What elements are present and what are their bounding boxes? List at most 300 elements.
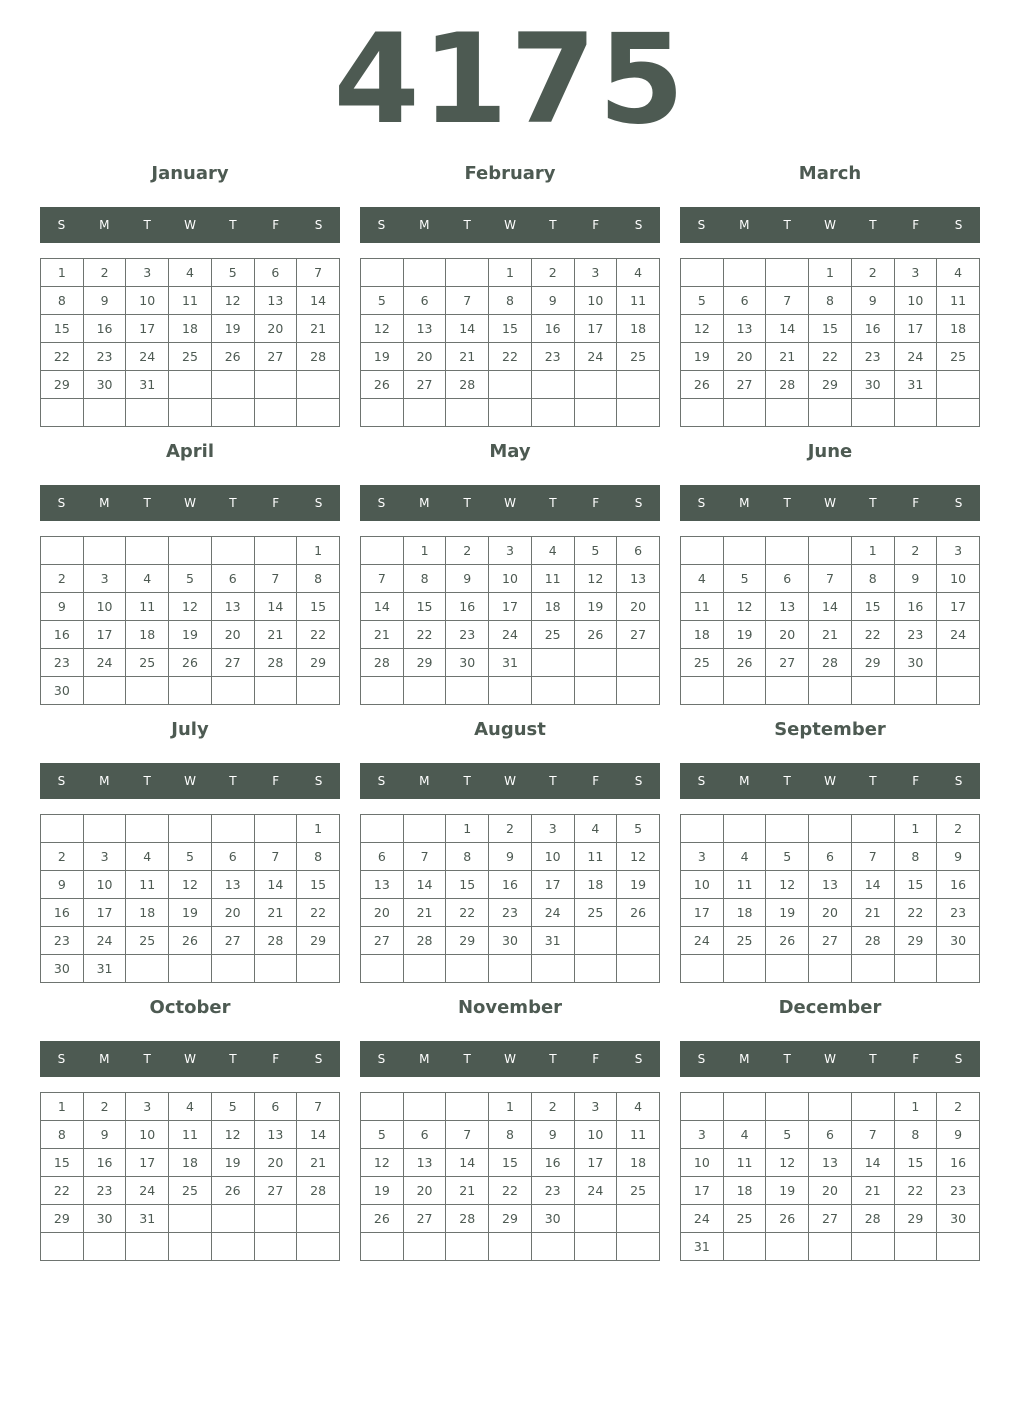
weekday-label: T — [783, 774, 791, 788]
weekday-label: T — [549, 496, 557, 510]
day-cell: 17 — [83, 621, 126, 649]
week-row — [361, 371, 660, 399]
weekday-label: S — [634, 1052, 643, 1066]
weekday-label: S — [57, 496, 66, 510]
day-cell: 16 — [489, 871, 532, 899]
day-cell: 1 — [297, 815, 340, 843]
empty-cell — [681, 399, 724, 427]
day-cell: 22 — [489, 1177, 532, 1205]
day-cell: 19 — [681, 343, 724, 371]
empty-cell — [851, 1093, 894, 1121]
week-row — [361, 649, 660, 677]
day-cell: 23 — [937, 1177, 980, 1205]
day-cell: 5 — [169, 843, 212, 871]
day-cell: 8 — [489, 287, 532, 315]
week-row — [361, 593, 660, 621]
empty-cell — [361, 815, 404, 843]
day-cell: 15 — [297, 871, 340, 899]
week-row — [41, 649, 340, 677]
empty-cell — [169, 955, 212, 983]
empty-cell — [254, 1233, 297, 1261]
day-cell: 7 — [766, 287, 809, 315]
day-cell: 18 — [169, 315, 212, 343]
day-cell: 20 — [211, 621, 254, 649]
weekday-label: S — [57, 774, 66, 788]
week-row — [681, 537, 980, 565]
day-cell: 5 — [617, 815, 660, 843]
empty-cell — [937, 371, 980, 399]
empty-cell — [574, 1233, 617, 1261]
week-row — [681, 815, 980, 843]
day-cell: 5 — [211, 1093, 254, 1121]
day-cell: 9 — [851, 287, 894, 315]
day-cell: 12 — [723, 593, 766, 621]
day-cell: 6 — [403, 287, 446, 315]
day-cell: 2 — [83, 259, 126, 287]
week-row — [361, 621, 660, 649]
empty-cell — [681, 1093, 724, 1121]
day-cell: 14 — [361, 593, 404, 621]
empty-cell — [169, 1233, 212, 1261]
week-row — [41, 1149, 340, 1177]
day-cell: 10 — [489, 565, 532, 593]
day-cell: 27 — [617, 621, 660, 649]
week-row — [681, 1149, 980, 1177]
week-row — [361, 1093, 660, 1121]
empty-cell — [254, 537, 297, 565]
empty-cell — [403, 955, 446, 983]
week-row — [41, 593, 340, 621]
week-row — [41, 1121, 340, 1149]
day-cell: 4 — [574, 815, 617, 843]
month-title: May — [489, 441, 531, 462]
day-cell: 3 — [83, 843, 126, 871]
day-cell: 15 — [851, 593, 894, 621]
day-cell: 23 — [83, 1177, 126, 1205]
week-row — [681, 871, 980, 899]
week-row — [681, 955, 980, 983]
day-cell: 14 — [254, 871, 297, 899]
year-title: 4175 — [333, 8, 687, 152]
empty-cell — [681, 259, 724, 287]
day-cell: 15 — [41, 315, 84, 343]
empty-cell — [574, 371, 617, 399]
day-cell: 10 — [83, 871, 126, 899]
empty-cell — [83, 537, 126, 565]
weekday-label: S — [634, 774, 643, 788]
empty-cell — [617, 371, 660, 399]
day-grid — [680, 536, 980, 705]
day-cell: 8 — [809, 287, 852, 315]
day-cell: 30 — [531, 1205, 574, 1233]
empty-cell — [531, 399, 574, 427]
day-cell: 31 — [531, 927, 574, 955]
weekday-label: F — [592, 1052, 600, 1066]
month-title: November — [457, 997, 563, 1018]
weekday-label: T — [229, 1052, 237, 1066]
day-cell: 19 — [211, 1149, 254, 1177]
day-cell: 26 — [617, 899, 660, 927]
empty-cell — [211, 955, 254, 983]
day-cell: 9 — [83, 287, 126, 315]
day-cell: 29 — [851, 649, 894, 677]
day-cell: 1 — [41, 1093, 84, 1121]
week-row — [361, 899, 660, 927]
day-cell: 10 — [574, 1121, 617, 1149]
day-cell: 3 — [681, 1121, 724, 1149]
weekday-label: T — [869, 496, 877, 510]
day-cell: 11 — [574, 843, 617, 871]
empty-cell — [723, 259, 766, 287]
weekday-label: M — [739, 218, 750, 232]
day-cell: 5 — [766, 843, 809, 871]
week-row — [361, 955, 660, 983]
day-cell: 17 — [894, 315, 937, 343]
day-cell: 18 — [126, 899, 169, 927]
day-cell: 27 — [809, 927, 852, 955]
day-cell: 8 — [446, 843, 489, 871]
weekday-label: S — [697, 496, 706, 510]
weekday-label: S — [377, 496, 386, 510]
day-cell: 25 — [617, 343, 660, 371]
weekday-label: S — [697, 218, 706, 232]
week-row — [361, 259, 660, 287]
empty-cell — [361, 1233, 404, 1261]
weekday-label: S — [377, 1052, 386, 1066]
day-cell: 18 — [723, 899, 766, 927]
day-cell: 5 — [361, 287, 404, 315]
week-row — [681, 593, 980, 621]
weekday-header — [40, 485, 340, 521]
week-row — [361, 287, 660, 315]
weekday-label: T — [869, 218, 877, 232]
day-cell: 8 — [489, 1121, 532, 1149]
week-row — [361, 1149, 660, 1177]
empty-cell — [681, 955, 724, 983]
day-cell: 6 — [211, 565, 254, 593]
empty-cell — [403, 815, 446, 843]
day-cell: 13 — [403, 1149, 446, 1177]
week-row — [41, 343, 340, 371]
day-cell: 17 — [574, 315, 617, 343]
week-row — [41, 537, 340, 565]
day-cell: 7 — [851, 843, 894, 871]
day-cell: 29 — [809, 371, 852, 399]
week-row — [361, 565, 660, 593]
day-cell: 6 — [254, 259, 297, 287]
day-cell: 21 — [361, 621, 404, 649]
weekday-label: W — [184, 774, 196, 788]
empty-cell — [809, 1093, 852, 1121]
empty-cell — [723, 955, 766, 983]
empty-cell — [211, 677, 254, 705]
day-cell: 19 — [574, 593, 617, 621]
day-cell: 18 — [723, 1177, 766, 1205]
day-cell: 19 — [723, 621, 766, 649]
day-cell: 22 — [41, 343, 84, 371]
day-cell: 14 — [851, 871, 894, 899]
day-cell: 15 — [489, 315, 532, 343]
day-cell: 8 — [297, 843, 340, 871]
day-cell: 23 — [489, 899, 532, 927]
day-cell: 21 — [446, 343, 489, 371]
day-cell: 1 — [489, 259, 532, 287]
day-cell: 21 — [851, 899, 894, 927]
empty-cell — [894, 399, 937, 427]
week-row — [361, 1233, 660, 1261]
day-cell: 18 — [617, 315, 660, 343]
week-row — [681, 371, 980, 399]
weekday-label: S — [697, 774, 706, 788]
empty-cell — [723, 399, 766, 427]
day-cell: 2 — [489, 815, 532, 843]
weekday-label: W — [184, 218, 196, 232]
weekday-label: M — [99, 774, 110, 788]
day-cell: 21 — [297, 1149, 340, 1177]
day-cell: 4 — [681, 565, 724, 593]
weekday-label: F — [272, 218, 280, 232]
day-cell: 9 — [531, 1121, 574, 1149]
day-cell: 8 — [297, 565, 340, 593]
day-cell: 11 — [617, 1121, 660, 1149]
day-cell: 20 — [809, 1177, 852, 1205]
day-cell: 24 — [574, 343, 617, 371]
weekday-label: M — [99, 496, 110, 510]
week-row — [681, 343, 980, 371]
day-cell: 9 — [83, 1121, 126, 1149]
weekday-label: W — [184, 1052, 196, 1066]
day-cell: 1 — [297, 537, 340, 565]
weekday-label: F — [912, 774, 920, 788]
week-row — [41, 955, 340, 983]
empty-cell — [83, 1233, 126, 1261]
empty-cell — [531, 677, 574, 705]
day-grid — [360, 536, 660, 705]
day-cell: 14 — [766, 315, 809, 343]
day-cell: 25 — [723, 927, 766, 955]
weekday-label: F — [592, 496, 600, 510]
day-grid — [360, 1092, 660, 1261]
week-row — [681, 1205, 980, 1233]
day-cell: 15 — [41, 1149, 84, 1177]
weekday-label: M — [419, 774, 430, 788]
weekday-label: T — [783, 1052, 791, 1066]
empty-cell — [297, 1233, 340, 1261]
empty-cell — [617, 399, 660, 427]
weekday-label: W — [504, 774, 516, 788]
day-cell: 19 — [617, 871, 660, 899]
day-cell: 12 — [681, 315, 724, 343]
empty-cell — [41, 537, 84, 565]
day-cell: 28 — [851, 1205, 894, 1233]
day-cell: 1 — [894, 1093, 937, 1121]
day-cell: 13 — [254, 1121, 297, 1149]
empty-cell — [574, 1205, 617, 1233]
day-cell: 25 — [531, 621, 574, 649]
day-cell: 1 — [894, 815, 937, 843]
day-cell: 13 — [617, 565, 660, 593]
weekday-label: F — [272, 774, 280, 788]
empty-cell — [126, 955, 169, 983]
empty-cell — [446, 399, 489, 427]
day-cell: 22 — [41, 1177, 84, 1205]
day-cell: 11 — [937, 287, 980, 315]
day-cell: 29 — [297, 649, 340, 677]
empty-cell — [211, 1233, 254, 1261]
day-cell: 17 — [531, 871, 574, 899]
empty-cell — [126, 1233, 169, 1261]
day-cell: 2 — [937, 1093, 980, 1121]
day-cell: 26 — [361, 1205, 404, 1233]
day-cell: 27 — [809, 1205, 852, 1233]
day-cell: 22 — [403, 621, 446, 649]
weekday-label: F — [912, 496, 920, 510]
empty-cell — [574, 927, 617, 955]
day-cell: 25 — [169, 343, 212, 371]
day-cell: 24 — [531, 899, 574, 927]
week-row — [681, 843, 980, 871]
day-cell: 6 — [254, 1093, 297, 1121]
day-grid — [680, 1092, 980, 1261]
day-cell: 11 — [169, 287, 212, 315]
day-cell: 8 — [894, 843, 937, 871]
day-cell: 24 — [126, 343, 169, 371]
empty-cell — [126, 537, 169, 565]
weekday-label: S — [377, 218, 386, 232]
week-row — [681, 1177, 980, 1205]
day-cell: 2 — [937, 815, 980, 843]
weekday-label: S — [954, 496, 963, 510]
day-cell: 25 — [681, 649, 724, 677]
day-grid — [360, 258, 660, 427]
day-cell: 26 — [766, 927, 809, 955]
day-cell: 13 — [403, 315, 446, 343]
day-cell: 13 — [211, 871, 254, 899]
day-cell: 18 — [126, 621, 169, 649]
weekday-header — [360, 485, 660, 521]
day-cell: 25 — [723, 1205, 766, 1233]
day-cell: 29 — [41, 1205, 84, 1233]
day-cell: 31 — [126, 1205, 169, 1233]
weekday-label: W — [504, 218, 516, 232]
empty-cell — [211, 1205, 254, 1233]
weekday-header — [40, 207, 340, 243]
weekday-header — [360, 1041, 660, 1077]
weekday-label: M — [419, 496, 430, 510]
empty-cell — [169, 1205, 212, 1233]
week-row — [41, 399, 340, 427]
day-cell: 29 — [489, 1205, 532, 1233]
day-cell: 31 — [894, 371, 937, 399]
empty-cell — [489, 371, 532, 399]
weekday-label: T — [143, 774, 151, 788]
day-cell: 7 — [254, 843, 297, 871]
empty-cell — [809, 815, 852, 843]
day-cell: 23 — [894, 621, 937, 649]
day-cell: 2 — [531, 259, 574, 287]
empty-cell — [403, 1233, 446, 1261]
empty-cell — [297, 677, 340, 705]
empty-cell — [766, 537, 809, 565]
empty-cell — [937, 649, 980, 677]
day-cell: 15 — [446, 871, 489, 899]
weekday-label: W — [824, 774, 836, 788]
day-cell: 4 — [169, 1093, 212, 1121]
empty-cell — [723, 1093, 766, 1121]
day-cell: 13 — [211, 593, 254, 621]
empty-cell — [489, 955, 532, 983]
weekday-label: F — [272, 496, 280, 510]
empty-cell — [617, 649, 660, 677]
day-cell: 28 — [403, 927, 446, 955]
day-cell: 2 — [446, 537, 489, 565]
day-cell: 3 — [574, 259, 617, 287]
weekday-header — [680, 207, 980, 243]
empty-cell — [83, 677, 126, 705]
day-cell: 14 — [851, 1149, 894, 1177]
day-cell: 6 — [723, 287, 766, 315]
day-cell: 2 — [851, 259, 894, 287]
day-cell: 18 — [681, 621, 724, 649]
empty-cell — [766, 1093, 809, 1121]
day-cell: 6 — [361, 843, 404, 871]
weekday-label: W — [824, 1052, 836, 1066]
weekday-header — [680, 1041, 980, 1077]
weekday-label: F — [592, 774, 600, 788]
month-title: March — [798, 163, 862, 184]
day-cell: 22 — [851, 621, 894, 649]
day-cell: 31 — [126, 371, 169, 399]
weekday-label: M — [739, 774, 750, 788]
day-cell: 18 — [574, 871, 617, 899]
day-cell: 6 — [766, 565, 809, 593]
day-grid — [40, 536, 340, 705]
day-cell: 3 — [574, 1093, 617, 1121]
day-cell: 14 — [403, 871, 446, 899]
day-cell: 30 — [83, 1205, 126, 1233]
month-title: July — [171, 719, 209, 740]
day-cell: 12 — [617, 843, 660, 871]
empty-cell — [297, 955, 340, 983]
day-cell: 7 — [297, 259, 340, 287]
day-cell: 9 — [41, 593, 84, 621]
empty-cell — [937, 677, 980, 705]
day-cell: 3 — [489, 537, 532, 565]
weekday-label: T — [143, 1052, 151, 1066]
day-cell: 26 — [211, 1177, 254, 1205]
empty-cell — [617, 955, 660, 983]
empty-cell — [361, 955, 404, 983]
weekday-label: S — [697, 1052, 706, 1066]
day-cell: 27 — [254, 1177, 297, 1205]
month-title: January — [151, 163, 229, 184]
empty-cell — [894, 1233, 937, 1261]
day-cell: 4 — [169, 259, 212, 287]
day-cell: 20 — [723, 343, 766, 371]
day-cell: 13 — [766, 593, 809, 621]
day-cell: 27 — [723, 371, 766, 399]
empty-cell — [169, 537, 212, 565]
day-cell: 16 — [851, 315, 894, 343]
day-cell: 15 — [894, 1149, 937, 1177]
day-cell: 29 — [403, 649, 446, 677]
day-cell: 17 — [83, 899, 126, 927]
week-row — [361, 843, 660, 871]
day-cell: 6 — [617, 537, 660, 565]
day-cell: 20 — [254, 1149, 297, 1177]
month-title: October — [149, 997, 231, 1018]
day-cell: 5 — [681, 287, 724, 315]
